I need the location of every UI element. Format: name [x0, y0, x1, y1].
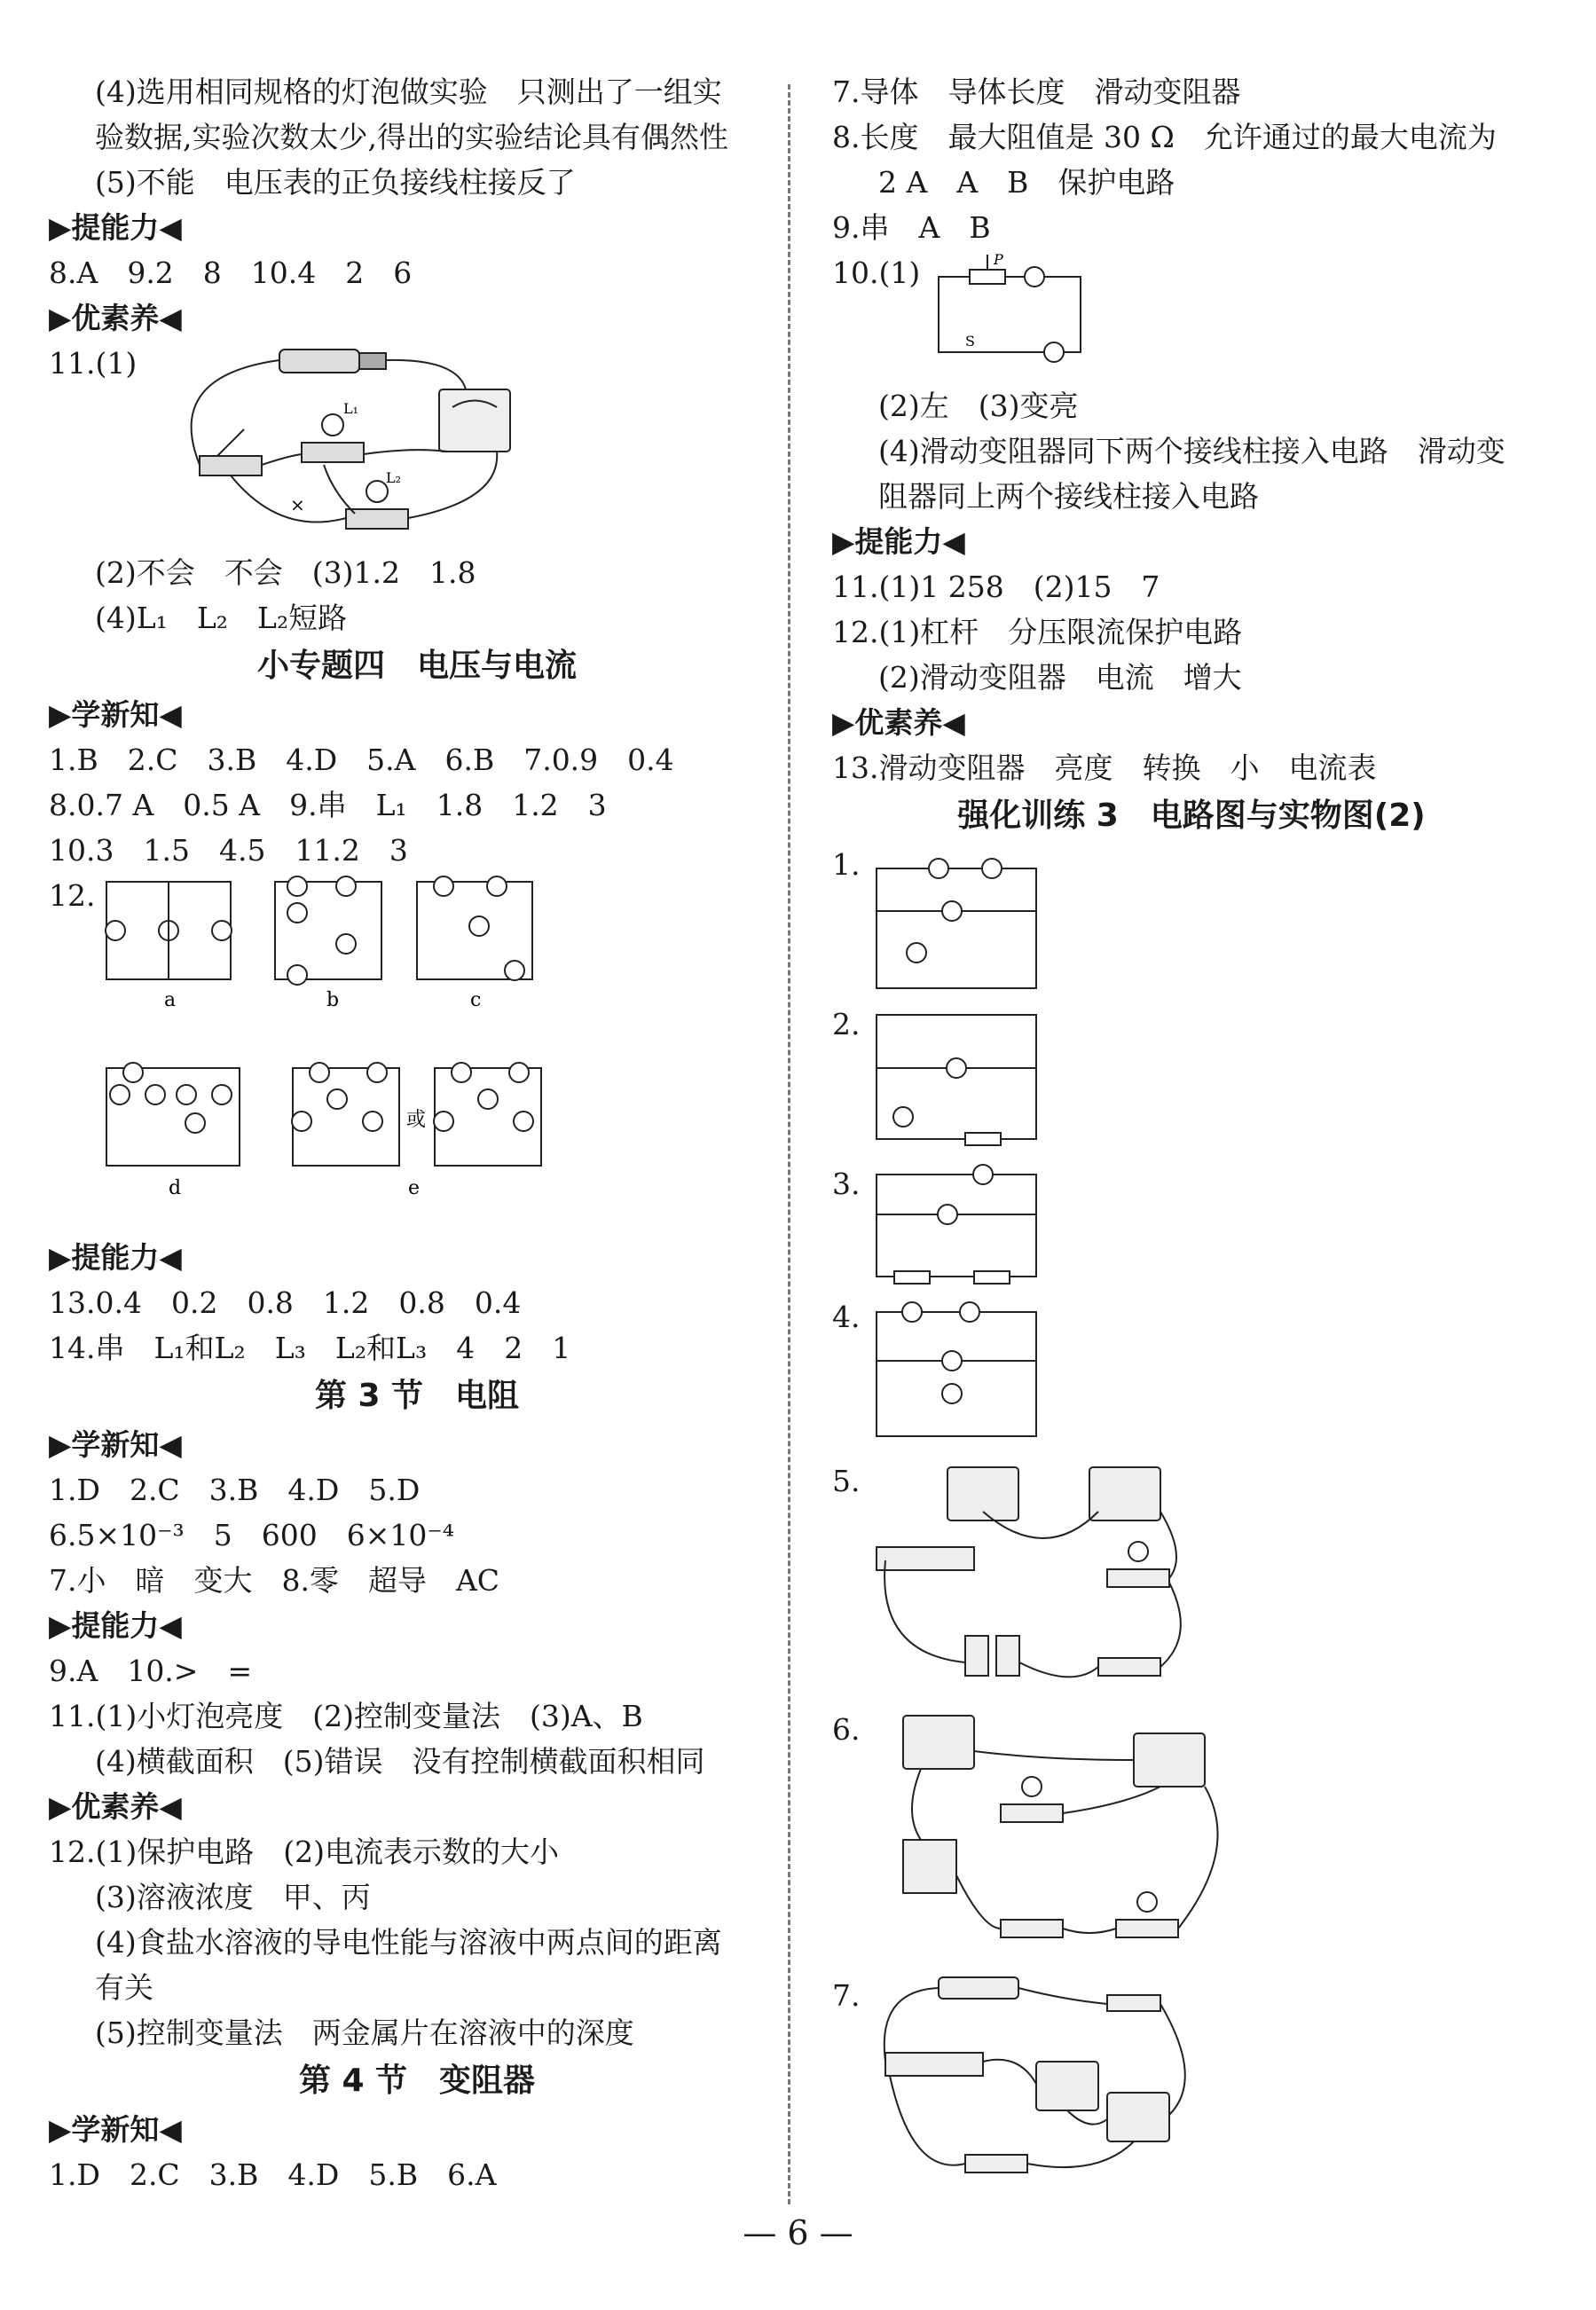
section-yousu: ▶优素养◀	[49, 301, 182, 335]
answer-line: (2)不会 不会 (3)1.2 1.8	[95, 555, 476, 590]
q-label: 7.	[832, 1978, 861, 2013]
answer-line: 8.A 9.2 8 10.4 2 6	[49, 255, 413, 290]
page-number: — 6 —	[743, 2213, 853, 2252]
train-q2	[832, 1002, 1551, 1161]
section-title: 第 3 节 电阻	[314, 1378, 520, 1414]
answer-line: 12.(1)杠杆 分压限流保护电路	[832, 615, 1243, 649]
answer-line: 7.导体 导体长度 滑动变阻器	[832, 75, 1241, 109]
answer-line: 12.(1)保护电路 (2)电流表示数的大小	[49, 1835, 559, 1869]
circuit-diagram-q10	[930, 250, 1107, 383]
train-q5	[832, 1458, 1551, 1707]
answer-line: 2 A A B 保护电路	[878, 165, 1175, 200]
answer-line: 11.(1)1 258 (2)15 7	[832, 570, 1160, 604]
fig-label: a	[164, 989, 177, 1011]
circuit-diagram-train-1	[868, 842, 1081, 1002]
circuit-diagrams-q12	[98, 873, 594, 1235]
fig-label: 或	[406, 1109, 427, 1131]
answer-line: 1.D 2.C 3.B 4.D 5.B 6.A	[49, 2157, 497, 2192]
answer-line: (4)L₁ L₂ L₂短路	[95, 601, 348, 635]
answer-line: 有关	[95, 1970, 153, 2005]
answer-line: 10.3 1.5 4.5 11.2 3	[49, 833, 408, 868]
answer-line: 11.(1)小灯泡亮度 (2)控制变量法 (3)A、B	[49, 1699, 643, 1733]
q-label: 1.	[832, 847, 861, 882]
fig-label: b	[326, 989, 340, 1011]
answer-line: (4)滑动变阻器同下两个接线柱接入电路 滑动变	[878, 434, 1506, 468]
q11-figure	[49, 341, 785, 550]
q10-label: 10.(1)	[832, 255, 921, 290]
answer-line: (4)食盐水溶液的导电性能与溶液中两点间的距离	[95, 1925, 722, 1960]
answer-line: (5)不能 电压表的正负接线柱接反了	[95, 165, 576, 200]
physical-circuit-train-6	[868, 1707, 1293, 1973]
answer-line: (2)左 (3)变亮	[878, 389, 1079, 423]
train-q1	[832, 842, 1551, 1002]
section-xuexin: ▶学新知◀	[49, 2112, 182, 2147]
train-q4	[832, 1294, 1551, 1458]
q12-label: 12.	[49, 878, 96, 913]
section-xuexin: ▶学新知◀	[49, 697, 182, 732]
section-xuexin: ▶学新知◀	[49, 1427, 182, 1462]
answer-line: 13.滑动变阻器 亮度 转换 小 电流表	[832, 750, 1377, 785]
answer-line: (4)横截面积 (5)错误 没有控制横截面积相同	[95, 1744, 705, 1779]
answer-line: 1.D 2.C 3.B 4.D 5.D	[49, 1473, 421, 1507]
section-tineng: ▶提能力◀	[49, 1240, 182, 1275]
fig-label: c	[470, 989, 482, 1011]
section-tineng: ▶提能力◀	[49, 1608, 182, 1643]
physical-circuit-train-5	[868, 1458, 1205, 1707]
answer-line: 13.0.4 0.2 0.8 1.2 0.8 0.4	[49, 1285, 522, 1320]
q11-label: 11.(1)	[49, 346, 138, 381]
physical-circuit-train-7	[868, 1973, 1240, 2186]
right-column	[832, 69, 1551, 2186]
svg-text:×: ×	[290, 494, 305, 515]
answer-line: 14.串 L₁和L₂ L₃ L₂和L₃ 4 2 1	[49, 1331, 571, 1365]
left-column	[49, 69, 785, 2197]
section-tineng: ▶提能力◀	[49, 210, 182, 245]
circuit-diagram-train-2	[868, 1002, 1081, 1161]
topic-title: 小专题四 电压与电流	[256, 648, 577, 684]
q-label: 5.	[832, 1464, 861, 1498]
q-label: 6.	[832, 1712, 861, 1747]
svg-text:S: S	[965, 333, 975, 350]
answer-line: 9.串 A B	[832, 210, 991, 245]
section-tineng: ▶提能力◀	[832, 524, 965, 559]
circuit-diagram-train-4	[868, 1294, 1081, 1458]
fig-label: d	[169, 1177, 182, 1199]
answer-line: (2)滑动变阻器 电流 增大	[878, 660, 1242, 695]
train-q7	[832, 1973, 1551, 2186]
answer-line: 6.5×10⁻³ 5 600 6×10⁻⁴	[49, 1518, 455, 1552]
train-q6	[832, 1707, 1551, 1973]
section-yousu: ▶优素养◀	[49, 1789, 182, 1824]
section-title: 第 4 节 变阻器	[298, 2062, 536, 2099]
answer-line: 7.小 暗 变大 8.零 超导 AC	[49, 1563, 500, 1598]
svg-text:L₂: L₂	[386, 469, 402, 486]
column-divider	[788, 84, 790, 2204]
answer-line: (3)溶液浓度 甲、丙	[95, 1880, 371, 1914]
train-q3	[832, 1161, 1551, 1294]
q10-figure	[832, 250, 1551, 383]
training-title: 强化训练 3 电路图与实物图(2)	[957, 798, 1426, 834]
physical-circuit-drawing	[146, 341, 608, 550]
answer-line: 阻器同上两个接线柱接入电路	[878, 479, 1259, 514]
q-label: 2.	[832, 1007, 861, 1041]
circuit-diagram-train-3	[868, 1161, 1081, 1294]
answer-line: (4)选用相同规格的灯泡做实验 只测出了一组实	[95, 75, 722, 109]
answer-line: 8.0.7 A 0.5 A 9.串 L₁ 1.8 1.2 3	[49, 788, 607, 822]
svg-text:P: P	[994, 251, 1003, 268]
answer-line: 验数据,实验次数太少,得出的实验结论具有偶然性	[95, 120, 728, 154]
answer-line: 1.B 2.C 3.B 4.D 5.A 6.B 7.0.9 0.4	[49, 742, 674, 777]
answer-line: 8.长度 最大阻值是 30 Ω 允许通过的最大电流为	[832, 120, 1497, 154]
fig-label: e	[408, 1177, 421, 1199]
answer-line: (5)控制变量法 两金属片在溶液中的深度	[95, 2015, 634, 2050]
q12-figure	[49, 873, 785, 1235]
answer-line: 9.A 10.> =	[49, 1654, 253, 1688]
svg-text:L₁: L₁	[343, 400, 359, 417]
q-label: 4.	[832, 1300, 861, 1334]
q-label: 3.	[832, 1167, 861, 1201]
section-yousu: ▶优素养◀	[832, 705, 965, 740]
